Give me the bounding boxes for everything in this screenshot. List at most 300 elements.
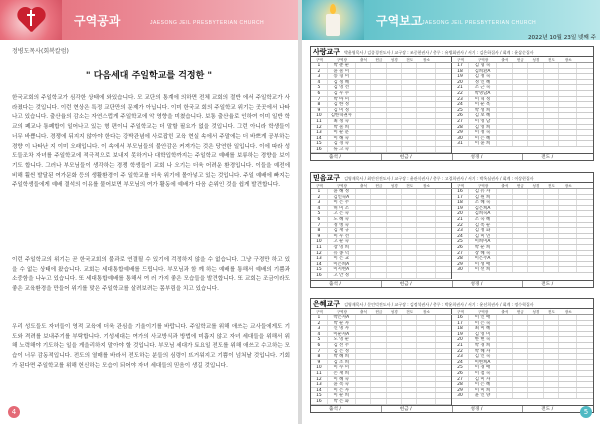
- row-value-cell: [356, 365, 371, 370]
- row-value-cell: [544, 108, 560, 113]
- row-value-cell: [371, 343, 386, 348]
- row-value-cell: [528, 85, 544, 90]
- district-leaders: 박윤영목사 / 김종경전도사 / 교구장 : 조중현권사 / 총무 : 유병회권사 / 서기 : 김은하집사 / 회계 : 윤삼순집사: [344, 50, 534, 55]
- row-value-cell: [387, 365, 402, 370]
- row-value-cell: [402, 382, 417, 387]
- row-value-cell: [371, 371, 386, 376]
- row-place-cell: [559, 388, 577, 393]
- row-value-cell: [371, 119, 386, 124]
- row-value-cell: [387, 91, 402, 96]
- row-value-cell: [371, 262, 386, 267]
- table-row: [452, 267, 593, 273]
- row-place-cell: [559, 349, 577, 354]
- row-value-cell: [356, 371, 371, 376]
- row-value-cell: [513, 393, 529, 398]
- row-number: 22: [452, 91, 469, 96]
- row-value-cell: [497, 354, 513, 359]
- row-leader-name: 윤 복 숙: [328, 382, 356, 387]
- row-value-cell: [513, 337, 529, 342]
- district-name: 믿음교구: [313, 174, 341, 182]
- row-value-cell: [402, 377, 417, 382]
- row-leader-name: 고 안 정: [328, 273, 356, 278]
- right-header-title: 구역보고: [376, 13, 423, 28]
- row-place-cell: [559, 371, 577, 376]
- column-header: 구역장: [477, 310, 489, 314]
- row-place-cell: [417, 217, 435, 222]
- row-leader-name: 김한혁권사: [328, 113, 356, 118]
- row-value-cell: [402, 125, 417, 130]
- row-number: 26: [452, 245, 469, 250]
- row-number: 16: [452, 315, 469, 320]
- row-number: 23: [452, 97, 469, 102]
- row-place-cell: [417, 337, 435, 342]
- column-header: 구역: [456, 310, 464, 314]
- district-rows: [311, 189, 593, 279]
- row-value-cell: [387, 349, 402, 354]
- row-value-cell: [387, 354, 402, 359]
- row-value-cell: [387, 97, 402, 102]
- row-value-cell: [513, 136, 529, 141]
- row-number: 5: [311, 337, 328, 342]
- row-value-cell: [371, 393, 386, 398]
- row-leader-name: 김 선 주: [328, 343, 356, 348]
- row-value-cell: [356, 228, 371, 233]
- column-header: 출석: [360, 310, 367, 314]
- row-number: 2: [311, 321, 328, 326]
- row-value-cell: [402, 130, 417, 135]
- row-leader-name: 이 혁 정: [469, 97, 497, 102]
- row-value-cell: [356, 147, 371, 152]
- row-value-cell: [356, 211, 371, 216]
- row-place-cell: [417, 119, 435, 124]
- row-place-cell: [417, 223, 435, 228]
- row-leader-name: 김희환A: [469, 69, 497, 74]
- row-value-cell: [356, 97, 371, 102]
- row-number: 12: [311, 377, 328, 382]
- left-header-title: 구역공과: [74, 13, 121, 28]
- row-leader-name: 박 아 미: [328, 97, 356, 102]
- row-leader-name: 조 혜 숙: [469, 200, 497, 205]
- row-number: 30: [452, 393, 469, 398]
- row-value-cell: [371, 239, 386, 244]
- row-value-cell: [387, 200, 402, 205]
- row-value-cell: [356, 343, 371, 348]
- column-header: 헌금: [375, 310, 383, 314]
- row-leader-name: 김 경 숙: [328, 141, 356, 146]
- row-value-cell: [544, 211, 560, 216]
- row-place-cell: [417, 130, 435, 135]
- row-value-cell: [371, 382, 386, 387]
- row-value-cell: [528, 200, 544, 205]
- row-number: 15: [311, 393, 328, 398]
- column-header: 출석: [360, 58, 367, 62]
- row-value-cell: [513, 113, 529, 118]
- district-totals: [311, 405, 593, 412]
- row-number: 16: [452, 189, 469, 194]
- row-value-cell: [371, 97, 386, 102]
- row-leader-name: 이 정 숙: [469, 130, 497, 135]
- row-value-cell: [528, 130, 544, 135]
- total-cell: 성경 /: [453, 154, 524, 160]
- row-leader-name: 김 조 희: [328, 360, 356, 365]
- row-value-cell: [544, 267, 560, 272]
- district-header: [311, 47, 593, 57]
- row-value-cell: [387, 195, 402, 200]
- row-leader-name: 박은자A: [328, 315, 356, 320]
- row-value-cell: [402, 315, 417, 320]
- row-leader-name: 한 현 숙: [469, 337, 497, 342]
- row-leader-name: 이 경 애: [469, 365, 497, 370]
- row-leader-name: 김 정 혜: [328, 80, 356, 85]
- row-value-cell: [544, 315, 560, 320]
- row-number: 3: [311, 74, 328, 79]
- row-value-cell: [387, 337, 402, 342]
- row-value-cell: [544, 102, 560, 107]
- row-value-cell: [387, 332, 402, 337]
- row-value-cell: [387, 360, 402, 365]
- row-number: 19: [452, 74, 469, 79]
- row-value-cell: [371, 200, 386, 205]
- row-value-cell: [356, 377, 371, 382]
- row-leader-name: 이 윤 희: [469, 141, 497, 146]
- row-leader-name: 박 혜 희: [328, 354, 356, 359]
- row-place-cell: [417, 69, 435, 74]
- district-totals: [311, 153, 593, 160]
- row-leader-name: 김 유 자: [469, 189, 497, 194]
- row-value-cell: [356, 69, 371, 74]
- column-header: 헌금: [516, 58, 524, 62]
- column-header-half: [311, 183, 452, 188]
- row-value-cell: [497, 200, 513, 205]
- row-place-cell: [417, 388, 435, 393]
- row-number: 24: [452, 102, 469, 107]
- row-place-cell: [559, 382, 577, 387]
- sermon-paragraph-3: 우리 성도들도 자녀들이 영적 교육에 더욱 관심을 기울이기를 바랍니다. 주일학교를 위해 애쓰는 교사들에게도 기도와 격려를 보내주기를 부탁합니다. 기성세대는 여가의 사교방식과 방법에 미흡지 않고 자녀 세대들을 위해서 위해 노력해야 기도하는 일을 게을리하지 말아야 할 것입니다. 부모님 세대가 토요일 전도를 위해 애쓰고 수고하는 모습이 너무 감동적입니다. 전도의 열매를 바라서 전도하는 분들의 심령이 뜨거워지고 기쁨이 넘쳐날 것입니다. 기회가 된다면 주일학교를 위해 헌신하는 모습이 되어야 자녀 세대들의 믿음이 생길 것입니다.: [12, 324, 290, 369]
- row-leader-name: 최 미 혜: [469, 326, 497, 331]
- row-value-cell: [402, 80, 417, 85]
- row-place-cell: [559, 108, 577, 113]
- row-value-cell: [497, 102, 513, 107]
- row-leader-name: 이시현A: [328, 267, 356, 272]
- row-value-cell: [528, 217, 544, 222]
- column-header: 구역장: [336, 58, 347, 62]
- row-value-cell: [356, 360, 371, 365]
- row-place-cell: [417, 206, 435, 211]
- row-place-cell: [559, 223, 577, 228]
- row-value-cell: [497, 245, 513, 250]
- row-number: 14: [311, 262, 328, 267]
- row-number: 17: [452, 195, 469, 200]
- row-value-cell: [497, 371, 513, 376]
- row-leader-name: 이 은 교: [328, 256, 356, 261]
- row-place-cell: [559, 113, 577, 118]
- row-value-cell: [402, 267, 417, 272]
- row-place-cell: [417, 136, 435, 141]
- row-number: 29: [452, 388, 469, 393]
- table-row: [452, 141, 593, 147]
- row-place-cell: [559, 315, 577, 320]
- row-place-cell: [559, 321, 577, 326]
- district-leaders: 김영재목사 / 최안진전도사 / 교구장 : 윤관식권사 / 총무 : 고경희권사 / 서기 : 박옥심권사 / 회계 : 이상현집사: [344, 176, 534, 181]
- row-value-cell: [544, 343, 560, 348]
- row-place-cell: [559, 80, 577, 85]
- row-value-cell: [544, 326, 560, 331]
- row-leader-name: 박 순 자: [328, 321, 356, 326]
- row-value-cell: [402, 326, 417, 331]
- row-value-cell: [513, 256, 529, 261]
- row-value-cell: [544, 74, 560, 79]
- row-place-cell: [417, 354, 435, 359]
- row-value-cell: [544, 85, 560, 90]
- row-leader-name: 김 영 선: [328, 85, 356, 90]
- sermon-title: " 다음세대 주일학교를 걱정한 ": [85, 71, 213, 81]
- row-value-cell: [356, 217, 371, 222]
- row-place-cell: [417, 332, 435, 337]
- row-value-cell: [528, 69, 544, 74]
- row-value-cell: [402, 85, 417, 90]
- row-place-cell: [559, 267, 577, 272]
- row-number: 23: [452, 228, 469, 233]
- row-place-cell: [559, 360, 577, 365]
- column-header: 헌금: [516, 184, 524, 188]
- row-value-cell: [497, 360, 513, 365]
- row-value-cell: [528, 97, 544, 102]
- row-value-cell: [371, 354, 386, 359]
- row-leader-name: 박 물 희: [328, 125, 356, 130]
- row-value-cell: [513, 365, 529, 370]
- column-header-half: [311, 57, 452, 62]
- row-value-cell: [544, 206, 560, 211]
- row-value-cell: [387, 256, 402, 261]
- row-leader-name: 이 해 숙: [328, 136, 356, 141]
- column-header: 구역: [315, 184, 323, 188]
- row-leader-name: 김 한 정: [328, 102, 356, 107]
- row-leader-name: 박 은 화: [328, 399, 356, 404]
- row-number: 8: [311, 354, 328, 359]
- row-value-cell: [497, 141, 513, 146]
- row-value-cell: [371, 326, 386, 331]
- row-value-cell: [528, 251, 544, 256]
- row-place-cell: [417, 189, 435, 194]
- rows-column: [452, 63, 593, 153]
- row-place-cell: [559, 211, 577, 216]
- row-number: 16: [311, 147, 328, 152]
- row-place-cell: [559, 251, 577, 256]
- row-value-cell: [544, 125, 560, 130]
- row-value-cell: [544, 245, 560, 250]
- row-value-cell: [544, 377, 560, 382]
- row-value-cell: [356, 136, 371, 141]
- column-header-half: [452, 57, 593, 62]
- row-value-cell: [387, 125, 402, 130]
- row-number: 3: [311, 326, 328, 331]
- left-page: [0, 0, 298, 424]
- row-number: 21: [452, 343, 469, 348]
- row-value-cell: [497, 63, 513, 68]
- row-value-cell: [387, 189, 402, 194]
- row-number: 27: [452, 251, 469, 256]
- page-number-right: 5: [580, 406, 592, 418]
- row-value-cell: [544, 91, 560, 96]
- row-value-cell: [371, 189, 386, 194]
- row-value-cell: [513, 206, 529, 211]
- row-value-cell: [387, 217, 402, 222]
- column-header: 성경: [532, 58, 540, 62]
- row-place-cell: [559, 337, 577, 342]
- row-value-cell: [371, 223, 386, 228]
- row-value-cell: [497, 69, 513, 74]
- column-header: 전도: [406, 184, 414, 188]
- row-leader-name: 노 영 순: [328, 337, 356, 342]
- row-leader-name: 이 점 숙: [469, 371, 497, 376]
- row-value-cell: [544, 256, 560, 261]
- row-number: 19: [452, 332, 469, 337]
- row-leader-name: 이 순 희: [328, 393, 356, 398]
- row-value-cell: [528, 102, 544, 107]
- row-value-cell: [497, 393, 513, 398]
- row-value-cell: [371, 147, 386, 152]
- row-value-cell: [513, 251, 529, 256]
- row-leader-name: 이 미 희: [469, 388, 497, 393]
- row-value-cell: [371, 80, 386, 85]
- row-place-cell: [559, 256, 577, 261]
- page-number-left: 4: [8, 406, 20, 418]
- row-value-cell: [356, 256, 371, 261]
- row-leader-name: 김 미 연: [469, 234, 497, 239]
- row-leader-name: 박명남A: [469, 91, 497, 96]
- row-value-cell: [387, 382, 402, 387]
- column-header: 전도: [547, 310, 555, 314]
- row-value-cell: [356, 337, 371, 342]
- column-header: 구역: [315, 310, 323, 314]
- row-value-cell: [387, 388, 402, 393]
- row-leader-name: 이 선 희: [469, 267, 497, 272]
- row-number: 10: [311, 113, 328, 118]
- row-value-cell: [544, 189, 560, 194]
- row-value-cell: [356, 91, 371, 96]
- row-value-cell: [356, 349, 371, 354]
- row-value-cell: [402, 262, 417, 267]
- row-number: 8: [311, 228, 328, 233]
- total-cell: 전도 /: [541, 155, 554, 160]
- row-place-cell: [559, 262, 577, 267]
- row-value-cell: [544, 200, 560, 205]
- column-header-half: [452, 183, 593, 188]
- row-value-cell: [497, 251, 513, 256]
- row-value-cell: [387, 371, 402, 376]
- row-number: 13: [311, 256, 328, 261]
- district-totals: [311, 280, 593, 287]
- column-header: 구역: [456, 58, 464, 62]
- row-leader-name: 정 병 숙: [328, 223, 356, 228]
- row-number: 8: [311, 102, 328, 107]
- row-value-cell: [513, 228, 529, 233]
- row-value-cell: [544, 393, 560, 398]
- row-value-cell: [387, 228, 402, 233]
- row-value-cell: [497, 315, 513, 320]
- row-place-cell: [417, 343, 435, 348]
- row-value-cell: [402, 108, 417, 113]
- row-place-cell: [559, 119, 577, 124]
- row-value-cell: [402, 211, 417, 216]
- row-place-cell: [417, 377, 435, 382]
- row-value-cell: [544, 223, 560, 228]
- row-value-cell: [528, 189, 544, 194]
- row-leader-name: 최 정 숙: [328, 119, 356, 124]
- row-number: 29: [452, 262, 469, 267]
- district-table: [310, 172, 594, 288]
- row-value-cell: [387, 343, 402, 348]
- row-value-cell: [371, 69, 386, 74]
- row-value-cell: [402, 360, 417, 365]
- row-number: 7: [311, 223, 328, 228]
- left-header-subtitle: JAESONG JEIL PRESBYTERIAN CHURCH: [150, 20, 265, 26]
- row-value-cell: [356, 399, 371, 404]
- row-leader-name: 이 은 혜: [469, 382, 497, 387]
- row-value-cell: [371, 388, 386, 393]
- row-value-cell: [387, 108, 402, 113]
- row-value-cell: [513, 63, 529, 68]
- row-number: 27: [452, 119, 469, 124]
- row-value-cell: [402, 223, 417, 228]
- row-number: 11: [311, 119, 328, 124]
- row-value-cell: [544, 239, 560, 244]
- row-value-cell: [497, 337, 513, 342]
- row-value-cell: [497, 91, 513, 96]
- row-leader-name: 김 보 혜: [469, 113, 497, 118]
- row-number: 7: [311, 97, 328, 102]
- row-value-cell: [387, 147, 402, 152]
- row-value-cell: [387, 69, 402, 74]
- row-value-cell: [371, 256, 386, 261]
- row-leader-name: 윤 물 미: [328, 69, 356, 74]
- row-place-cell: [417, 97, 435, 102]
- row-value-cell: [497, 267, 513, 272]
- row-value-cell: [356, 141, 371, 146]
- row-value-cell: [356, 251, 371, 256]
- row-value-cell: [513, 102, 529, 107]
- row-place-cell: [559, 125, 577, 130]
- row-value-cell: [387, 74, 402, 79]
- row-value-cell: [497, 195, 513, 200]
- row-value-cell: [528, 113, 544, 118]
- row-number: 20: [452, 80, 469, 85]
- row-place-cell: [417, 141, 435, 146]
- row-place-cell: [559, 206, 577, 211]
- row-value-cell: [497, 113, 513, 118]
- column-header: 헌금: [375, 184, 383, 188]
- row-leader-name: 박 순 희: [469, 245, 497, 250]
- row-value-cell: [513, 239, 529, 244]
- right-header-subtitle: JAESONG JEIL PRESBYTERIAN CHURCH: [422, 20, 537, 26]
- row-number: 16: [311, 399, 328, 404]
- row-value-cell: [497, 97, 513, 102]
- row-value-cell: [387, 130, 402, 135]
- row-leader-name: 고 순 숙: [328, 239, 356, 244]
- row-number: 9: [311, 234, 328, 239]
- row-value-cell: [513, 315, 529, 320]
- row-leader-name: 이 우 선: [328, 234, 356, 239]
- row-value-cell: [356, 267, 371, 272]
- column-header: 구역장: [477, 58, 489, 62]
- row-value-cell: [387, 80, 402, 85]
- row-value-cell: [402, 147, 417, 152]
- row-value-cell: [402, 200, 417, 205]
- row-place-cell: [417, 393, 435, 398]
- row-value-cell: [528, 195, 544, 200]
- row-value-cell: [513, 343, 529, 348]
- row-place-cell: [559, 141, 577, 146]
